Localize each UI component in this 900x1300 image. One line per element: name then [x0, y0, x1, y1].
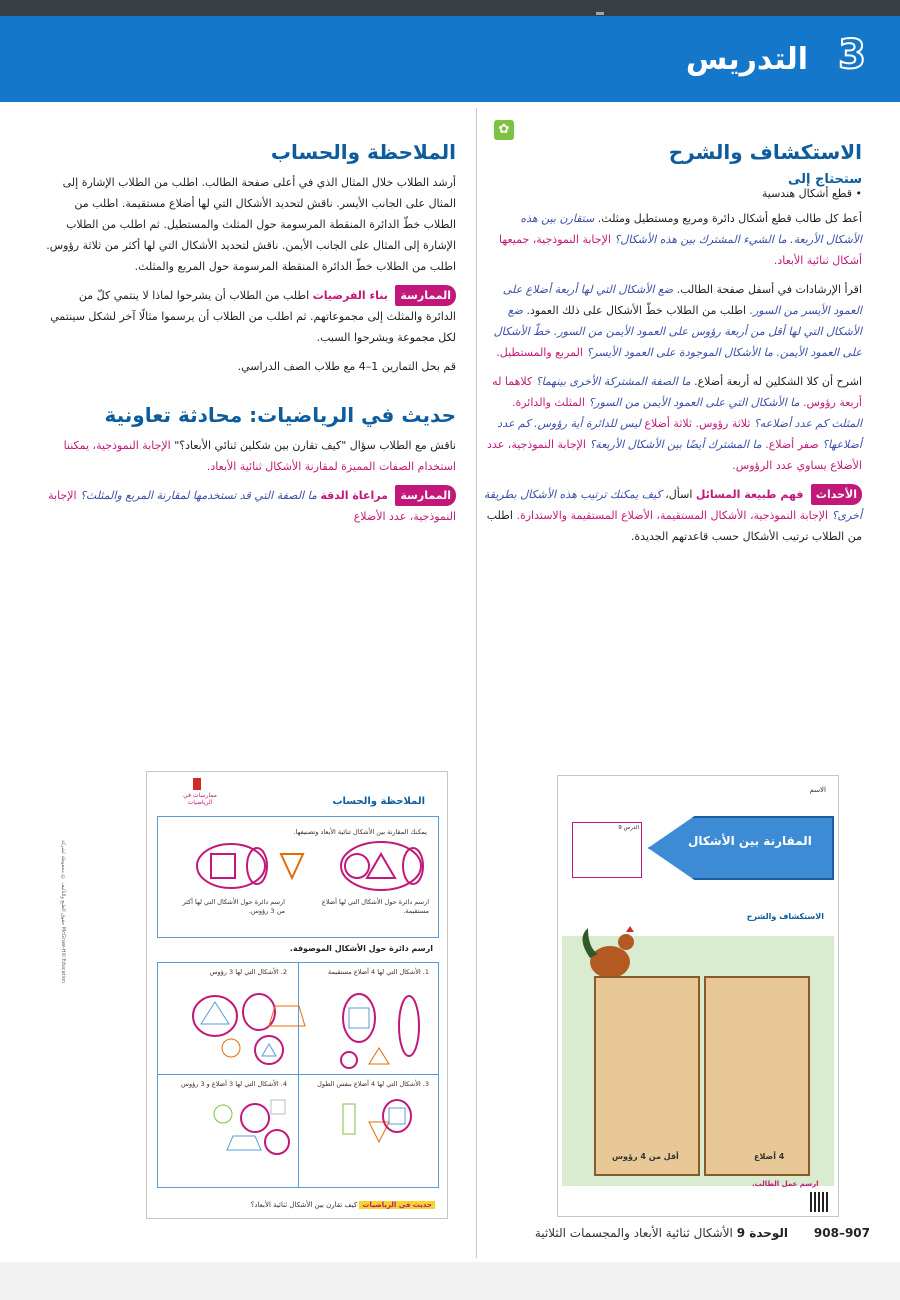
top-strip [0, 0, 900, 16]
exercise-shapes [159, 986, 439, 1186]
example-caption: يمكنك المقارنة بين الأشكال ثنائية الأبعاد وتصنيفها. [293, 828, 427, 836]
copyright-note: حقوق الطبع والتأليف © محفوظة لشركة McGraw-Hill Education [60, 840, 66, 984]
explore-para-2: اقرأ الإرشادات في أسفل صفحة الطالب. ضع الأشكال التي لها أربعة أضلاع على العمود الأيسر من السور. اطلب من الطلاب خطّ الأشكال على ذلك العمود. ضع الأشكال التي لها أقل من أربعة رؤوس على العمود الأيمن من السور. خطّ الأشكال على العمود الأيمن. ما الأشكال الموجودة على العمود الأيسر؟ المربع والمستطيل. [493, 283, 862, 359]
needs-label: ستحتاج إلى [787, 172, 862, 187]
unit-title: الأشكال ثنائية الأبعاد والمجسمات الثلاثية [534, 1226, 733, 1240]
thumb-banner-title: المقارنة بين الأشكال [688, 834, 812, 848]
exercise-1: 1. الأشكال التي لها 4 أضلاع مستقيمة [328, 968, 429, 976]
observe-para-1: أرشد الطلاب خلال المثال الذي في أعلى صفحة الطالب. اطلب من الطلاب الإشارة إلى المثال على الجانب الأيسر. ناقش لتحديد الأشكال التي لها أضلاع مستقيمة. اطلب من الطلاب خطّ الدائرة المنقطة المرسومة حول المثلث والمستطيل. ثم اطلب من الطلاب الإشارة إلى المثال على الجانب الأيمن. ناقش لتحديد الأشكال التي لها أكثر من ثلاثة رؤوس. اطلب من الطلاب خطّ الدائرة المنقطة المرسومة حول المربع والمثلث. [46, 176, 456, 273]
thumb-footer-note: ارسم عمل الطالب. [752, 1180, 819, 1188]
column-divider [476, 108, 477, 1258]
exercise-2: 2. الأشكال التي لها 3 رؤوس [209, 968, 287, 976]
thumb-explore-label: الاستكشاف والشرح [746, 912, 824, 921]
lesson-box: الدرس 9 [572, 822, 642, 878]
exercise-3: 3. الأشكال التي لها 4 أضلاع بنفس الطول [317, 1080, 429, 1088]
practice-badge: الأحداث [811, 484, 862, 505]
practice-hypothesis: الممارسة بناء الفرضيات اطلب من الطلاب أن يشرحوا لماذا لا ينتمي كلّ من الدائرة والمثلث إلى مجموعاتهم. ثم اطلب من الطلاب أن يرسموا مثالًا آخر لشكل سينتمي لكل مجموعة ويشرحوا السبب. [46, 285, 456, 348]
banner-arrow [648, 816, 834, 880]
board-right-label: 4 أضلاع [754, 1152, 785, 1161]
math-talk-title: حديث في الرياضيات: محادثة تعاونية [104, 403, 456, 427]
math-talk-para: ناقش مع الطلاب سؤال "كيف تقارن بين شكلين ثنائي الأبعاد؟" الإجابة النموذجية، يمكننا استخدام الصفات المميزة لمقارنة الأشكال ثنائية الأبعاد. [63, 439, 456, 473]
example-right-label: ارسم دائرة حول الأشكال التي لها أضلاع مستقيمة. [321, 898, 429, 915]
student-page-explore-thumbnail [557, 775, 839, 1217]
qr-code-icon [810, 1192, 830, 1212]
page-footer [530, 1226, 870, 1240]
example-left-label: ارسم دائرة حول الأشكال التي لها أكثر من 3 رؤوس. [182, 898, 285, 915]
fence-board-right [704, 976, 810, 1176]
practice-precision: الممارسة مراعاة الدقة ما الصفة التي قد تستخدمها لمقارنة المربع والمثلث؟ الإجابة النموذجية، عدد الأضلاع [46, 485, 456, 527]
thumb-name-label: الاسم [809, 786, 826, 794]
explore-title: الاستكشاف والشرح [668, 140, 862, 164]
page-numbers: 907–908 [813, 1226, 870, 1240]
observe-para-2: قم بحل التمارين 1–4 مع طلاب الصف الدراسي. [237, 360, 456, 373]
exercise-4: 4. الأشكال التي لها 3 أضلاع و 3 رؤوس [181, 1080, 287, 1088]
bottom-strip [0, 1262, 900, 1300]
red-arrow-icon [193, 778, 201, 790]
observe-title: الملاحظة والحساب [270, 140, 456, 164]
math-practice-label: ممارسات في الرياضيات [183, 792, 217, 806]
observe-column [46, 140, 456, 535]
top-strip-tick [596, 12, 604, 15]
explore-column [482, 140, 862, 555]
explore-para-1: أعط كل طالب قطع أشكال دائرة ومربع ومستطيل ومثلث. ستقارن بين هذه الأشكال الأربعة. ما الشيء المشترك بين هذه الأشكال؟ الإجابة النموذجية، جميعها أشكال ثنائية الأبعاد. [499, 212, 862, 267]
unit-label: الوحدة 9 [736, 1226, 789, 1240]
fence-board-left [594, 976, 700, 1176]
group-icon: ✿ [494, 120, 514, 140]
explore-para-3: اشرح أن كلا الشكلين له أربعة أضلاع. ما الصفة المشتركة الأخرى بينهما؟ كلاهما له أربعة رؤوس. ما الأشكال التي على العمود الأيمن من السور؟ المثلث والدائرة. المثلث كم عدد أضلاعه؟ ثلاثة رؤوس. ثلاثة أضلاع ليس للدائرة أية رؤوس. كم عدد أضلاعها؟ صفر أضلاع. ما المشترك أيضًا بين الأشكال الأربعة؟ الإجابة النموذجية، عدد الأضلاع يساوي عدد الرؤوس. [487, 375, 862, 472]
section-banner [0, 16, 900, 102]
section-number: 3 [838, 32, 866, 78]
practice-understand: الأحداث فهم طبيعة المسائل اسأل، كيف يمكنك ترتيب هذه الأشكال بطريقة أخرى؟ الإجابة النموذجية، الأشكال المستقيمة، الأضلاع المستقيمة والاستدارة. اطلب من الطلاب ترتيب الأشكال حسب قاعدتهم الجديدة. [482, 484, 862, 547]
needs-item: • قطع أشكال هندسية [761, 187, 862, 200]
thumb-math-talk: حديث في الرياضيات كيف تقارن بين الأشكال ثنائية الأبعاد؟ [251, 1201, 435, 1210]
section-title: التدريس [685, 42, 808, 77]
thumb-observe-title: الملاحظة والحساب [332, 796, 425, 807]
draw-instruction: ارسم دائرة حول الأشكال الموصوفة. [289, 944, 433, 953]
board-left-label: أقل من 4 رؤوس [612, 1152, 679, 1161]
student-page-observe-thumbnail [146, 771, 448, 1219]
